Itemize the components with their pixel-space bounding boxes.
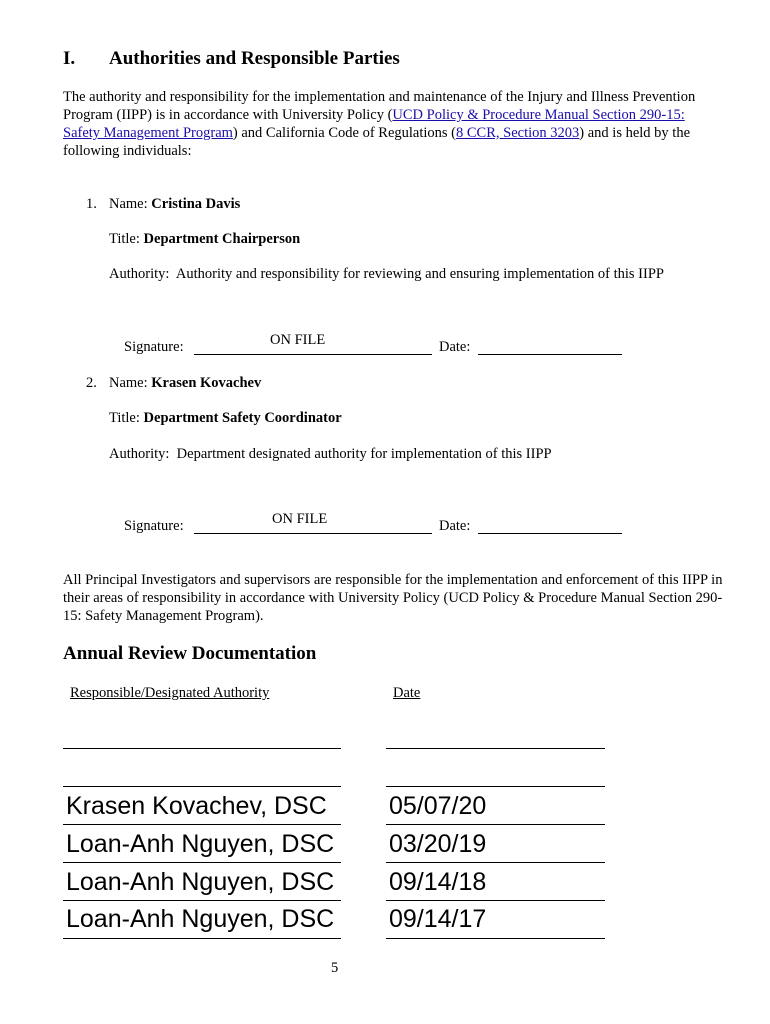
empty-authority-line [63,786,341,787]
party-1-title: Department Chairperson [143,231,301,247]
intro-paragraph [63,88,713,160]
party-2-date-label: Date: [439,518,471,534]
party-2-signature-value: ON FILE [272,511,328,527]
review-entry-line [386,938,605,939]
annual-review-heading: Annual Review Documentation [63,643,317,664]
title-label: Title: [109,410,144,426]
party-1-name-row [109,196,240,213]
party-2-name: Krasen Kovachev [151,375,262,391]
ccr-section-link[interactable]: 8 CCR, Section 3203 [456,125,580,141]
review-entry-line [63,862,341,863]
intro-text-2: ) and California Code of Regulations ( [232,125,457,141]
party-2-title-row [109,410,342,427]
party-1-signature-line [194,354,432,355]
review-entry-date: 03/20/19 [389,830,487,858]
empty-date-line [386,786,605,787]
intro-text-1: The authority and responsibility for the implementation and maintenance of the Injury and Illness Prevention Program (IIPP) is in accordance with University Policy ( [63,89,696,123]
party-2-signature-line [194,533,432,534]
review-entry-line [386,862,605,863]
party-1-signature-value: ON FILE [270,332,326,348]
page-number: 5 [331,960,339,976]
review-entry-date: 09/14/17 [389,905,487,933]
intro-text-3: ) and is held by the following individuals: [63,125,691,159]
empty-date-line [386,748,605,749]
review-entry-line [63,824,341,825]
section-title: Authorities and Responsible Parties [109,48,400,69]
review-entry-line [63,900,341,901]
review-entry-line [386,900,605,901]
party-1-signature-label: Signature: [124,339,184,355]
party-2-title: Department Safety Coordinator [143,410,342,426]
column-header-authority: Responsible/Designated Authority [70,685,270,701]
title-label: Title: [109,231,144,247]
name-label: Name: [109,375,152,391]
party-1-title-row [109,231,300,248]
authority-label: Authority: [109,266,170,282]
review-entry-authority: Loan-Anh Nguyen, DSC [66,830,335,858]
review-entry-date: 05/07/20 [389,792,487,820]
empty-authority-line [63,748,341,749]
party-2-authority: Department designated authority for implementation of this IIPP [176,446,552,462]
review-entry-authority: Loan-Anh Nguyen, DSC [66,868,335,896]
party-2-authority-row [109,446,552,463]
review-entry-authority: Krasen Kovachev, DSC [66,792,327,820]
party-1-date-line [478,354,622,355]
authority-label: Authority: [109,446,170,462]
closing-paragraph: All Principal Investigators and supervisors are responsible for the implementation and enforcement of this IIPP in their areas of responsibility in accordance with University Policy (UCD Policy & Procedure Manual Section 290-15: Safety Management Program). [63,572,723,624]
review-entry-date: 09/14/18 [389,868,487,896]
review-entry-authority: Loan-Anh Nguyen, DSC [66,905,335,933]
party-1-name: Cristina Davis [151,196,241,212]
review-entry-line [386,824,605,825]
party-1-authority-row [109,266,664,283]
review-entry-line [63,938,341,939]
party-1-authority: Authority and responsibility for reviewing and ensuring implementation of this IIPP [175,266,664,282]
party-1-date-label: Date: [439,339,471,355]
section-number: I. [63,48,76,69]
party-2-date-line [478,533,622,534]
party-1-number: 1. [86,196,97,212]
party-2-name-row [109,375,261,392]
name-label: Name: [109,196,152,212]
column-header-date: Date [393,685,421,701]
party-2-number: 2. [86,375,97,391]
ucd-policy-link[interactable]: UCD Policy & Procedure Manual Section 290-15: Safety Management Program [63,107,685,141]
party-2-signature-label: Signature: [124,518,184,534]
